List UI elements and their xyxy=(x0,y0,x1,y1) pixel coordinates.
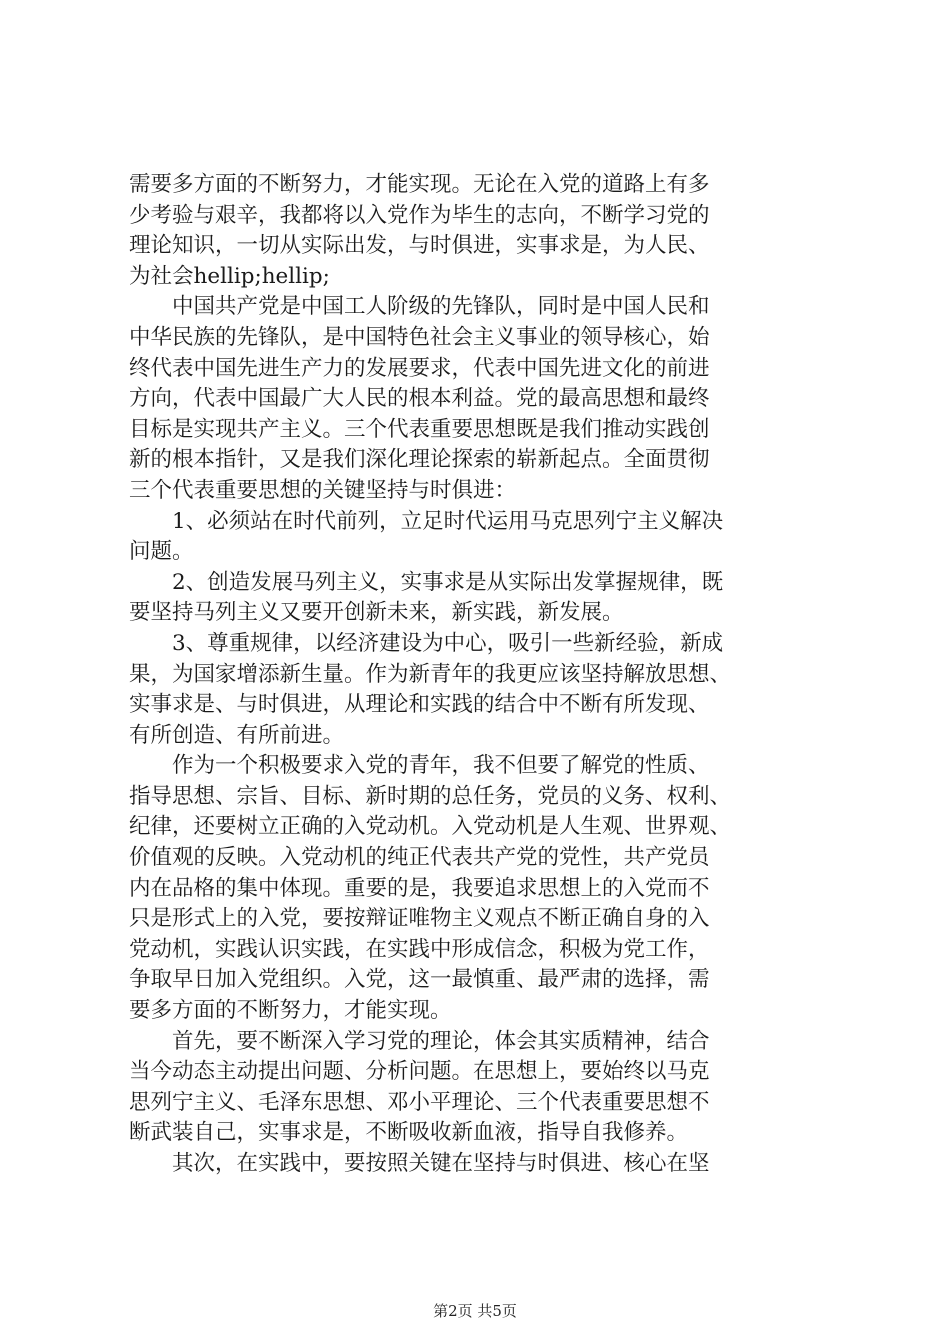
text-line: 需要多方面的不断努力，才能实现。无论在入党的道路上有多 xyxy=(129,172,710,197)
document-body xyxy=(129,170,825,1180)
text-line: 党动机，实践认识实践，在实践中形成信念，积极为党工作， xyxy=(129,936,710,962)
text-line: 断武装自己，实事求是，不断吸收新血液，指导自我修养。 xyxy=(129,1120,689,1146)
text-line: 思列宁主义、毛泽东思想、邓小平理论、三个代表重要思想不 xyxy=(129,1089,710,1115)
text-line: 争取早日加入党组织。入党，这一最慎重、最严肃的选择，需 xyxy=(129,967,710,993)
text-line: 为社会hellip;hellip; xyxy=(129,263,330,289)
text-line: 3、尊重规律，以经济建设为中心，吸引一些新经验，新成 xyxy=(129,630,724,656)
text-line: 价值观的反映。入党动机的纯正代表共产党的党性，共产党员 xyxy=(129,845,710,871)
text-line: 作为一个积极要求入党的青年，我不但要了解党的性质、 xyxy=(129,753,710,779)
text-line: 纪律，还要树立正确的入党动机。入党动机是人生观、世界观、 xyxy=(129,814,732,840)
text-line: 1、必须站在时代前列，立足时代运用马克思列宁主义解决 xyxy=(129,508,724,534)
text-line: 新的根本指针，又是我们深化理论探索的崭新起点。全面贯彻 xyxy=(129,447,710,473)
text-line: 要多方面的不断努力，才能实现。 xyxy=(129,998,452,1024)
text-line: 中华民族的先锋队，是中国特色社会主义事业的领导核心，始 xyxy=(129,324,710,350)
text-line: 中国共产党是中国工人阶级的先锋队，同时是中国人民和 xyxy=(129,294,710,320)
text-line: 理论知识，一切从实际出发，与时俱进，实事求是，为人民、 xyxy=(129,233,710,259)
text-line: 其次，在实践中，要按照关键在坚持与时俱进、核心在坚 xyxy=(129,1151,710,1176)
text-line: 实事求是、与时俱进，从理论和实践的结合中不断有所发现、 xyxy=(129,692,710,718)
page-number-footer: 第2页 共5页 xyxy=(433,1302,517,1320)
text-line: 终代表中国先进生产力的发展要求，代表中国先进文化的前进 xyxy=(129,355,710,381)
text-line: 果，为国家增添新生量。作为新青年的我更应该坚持解放思想、 xyxy=(129,661,732,687)
text-line: 只是形式上的入党，要按辩证唯物主义观点不断正确自身的入 xyxy=(129,906,710,932)
text-line: 目标是实现共产主义。三个代表重要思想既是我们推动实践创 xyxy=(129,416,710,442)
text-line: 方向，代表中国最广大人民的根本利益。党的最高思想和最终 xyxy=(129,386,710,412)
text-line: 问题。 xyxy=(129,539,194,565)
text-line: 内在品格的集中体现。重要的是，我要追求思想上的入党而不 xyxy=(129,875,710,901)
text-line: 指导思想、宗旨、目标、新时期的总任务，党员的义务、权利、 xyxy=(129,783,732,809)
text-line: 2、创造发展马列主义，实事求是从实际出发掌握规律，既 xyxy=(129,569,724,595)
text-line: 三个代表重要思想的关键坚持与时俱进： xyxy=(129,477,517,503)
text-line: 当今动态主动提出问题、分析问题。在思想上，要始终以马克 xyxy=(129,1059,710,1085)
text-line: 少考验与艰辛，我都将以入党作为毕生的志向，不断学习党的 xyxy=(129,202,710,228)
text-line: 首先，要不断深入学习党的理论，体会其实质精神，结合 xyxy=(129,1028,710,1054)
text-line: 要坚持马列主义又要开创新未来，新实践，新发展。 xyxy=(129,600,624,626)
text-line: 有所创造、有所前进。 xyxy=(129,722,345,748)
